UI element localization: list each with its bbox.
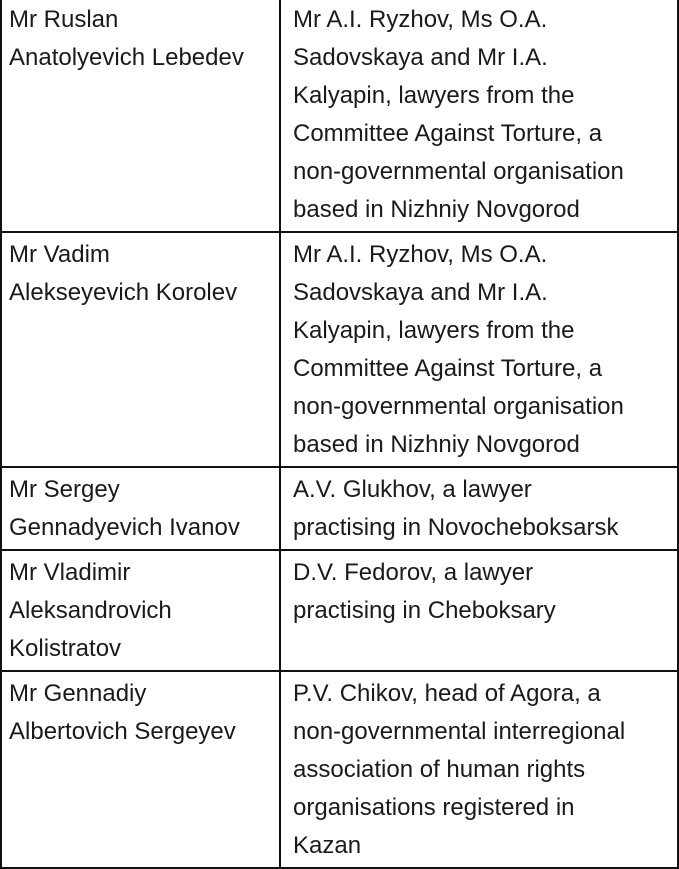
representative-cell: Mr A.I. Ryzhov, Ms O.A. Sadovskaya and Mr I.A. Kalyapin, lawyers from the Committee Against Torture, a non-governmental organisation based in Nizhniy Novgorod — [280, 0, 678, 232]
representative-cell: Mr A.I. Ryzhov, Ms O.A. Sadovskaya and Mr I.A. Kalyapin, lawyers from the Committee Against Torture, a non-governmental organisation based in Nizhniy Novgorod — [280, 232, 678, 467]
representative-cell: D.V. Fedorov, a lawyer practising in Cheboksary — [280, 550, 678, 671]
representative-cell: A.V. Glukhov, a lawyer practising in Novocheboksarsk — [280, 467, 678, 550]
table-row — [1, 467, 678, 550]
applicant-name-cell: Mr Ruslan Anatolyevich Lebedev — [1, 0, 280, 232]
applicant-name-cell: Mr Vladimir Aleksandrovich Kolistratov — [1, 550, 280, 671]
table-row — [1, 671, 678, 868]
applicant-name-cell: Mr Vadim Alekseyevich Korolev — [1, 232, 280, 467]
table-row — [1, 0, 678, 232]
representative-cell: P.V. Chikov, head of Agora, a non-governmental interregional association of human rights organisations registered in Kazan — [280, 671, 678, 868]
applicant-name-cell: Mr Sergey Gennadyevich Ivanov — [1, 467, 280, 550]
table-row — [1, 232, 678, 467]
table-row — [1, 550, 678, 671]
applicant-name-cell: Mr Gennadiy Albertovich Sergeyev — [1, 671, 280, 868]
